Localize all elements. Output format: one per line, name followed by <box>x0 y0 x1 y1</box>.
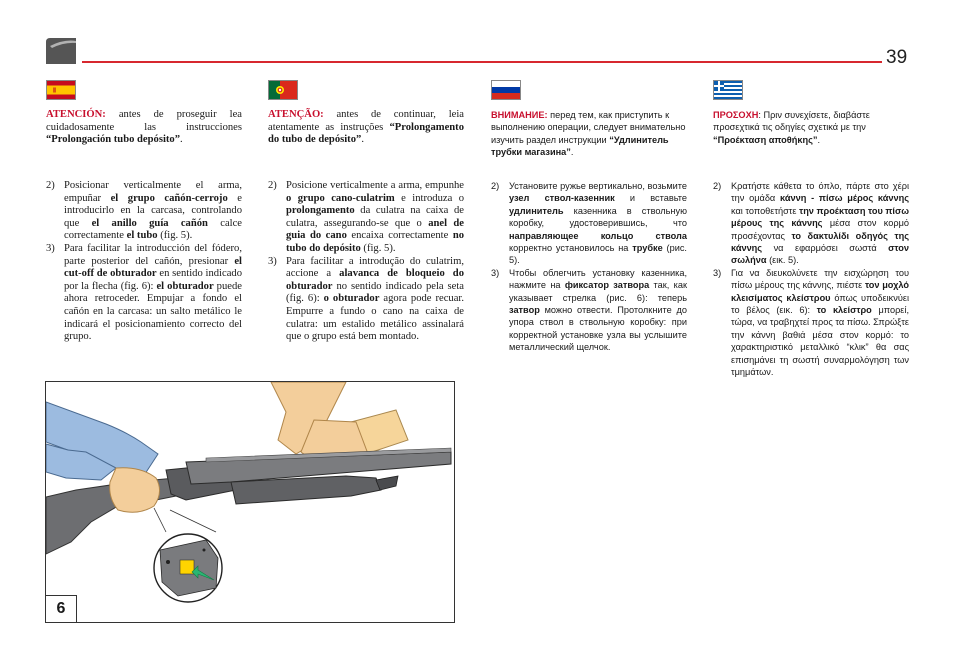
step-bold-term: prolongamento <box>286 205 355 217</box>
detail-pin <box>203 549 206 552</box>
step-text: e introduza o <box>394 192 464 204</box>
step-text: encaixa correctamente <box>346 230 453 242</box>
step-text: calce correctamente <box>64 217 242 242</box>
step-text: казенника в ствольную коробку, удостоверившись, что <box>509 205 687 229</box>
russia-flag-icon <box>491 80 521 100</box>
step-text: Κρατήστε κάθετα το όπλο, πάρτε στο χέρι την ομάδα <box>731 181 909 204</box>
page-number: 39 <box>886 47 908 68</box>
header-rule <box>82 61 882 63</box>
warning-text: “Prolongación tubo depósito” <box>46 134 181 146</box>
instruction-step <box>491 267 687 354</box>
step-bold-term: στον σωλήνα <box>731 243 909 266</box>
step-number: 3) <box>713 267 722 278</box>
step-text: Чтобы облегчить установку казенника, нажмите на <box>509 267 687 291</box>
step-text: Установите ружье вертикально, возьмите <box>509 181 687 191</box>
instruction-step <box>46 243 242 344</box>
instruction-step <box>713 267 909 379</box>
step-text: Para facilitar la introducción del fódero, parte posterior del cañón, presionar <box>64 242 242 267</box>
left-hand <box>110 468 160 513</box>
steps-el <box>713 180 909 379</box>
step-text: (εικ. 5). <box>766 255 799 266</box>
step-text: (fig. 5). <box>360 242 396 254</box>
step-bold-term: направляющее кольцо ствола <box>509 230 687 241</box>
step-number: 3) <box>46 242 55 254</box>
warning-ru <box>491 109 687 159</box>
step-bold-term: el obturador <box>156 280 214 292</box>
step-bold-term: el grupo cañón-cerrojo <box>110 192 228 204</box>
warning-text: ATENÇÃO: <box>268 109 324 120</box>
steps-ru <box>491 180 687 354</box>
step-bold-term: el anillo guía cañón <box>91 217 208 229</box>
warning-text: ВНИМАНИЕ: <box>491 110 548 120</box>
step-text: Posicionar verticalmente el arma, empuñar <box>64 180 242 204</box>
step-text: όπως υποδεικνύει το βέλος (εικ. 6): <box>731 292 909 316</box>
step-text: da culatra na caixa de culatra, assegurando-se que o <box>286 205 464 229</box>
callout-line <box>154 508 166 532</box>
warning-text: . <box>570 147 574 158</box>
step-bold-term: затвор <box>509 305 540 316</box>
step-text: puede ahora retroceder. Empujar a fondo el cañón en la carcasa: un salto metálico le indicará el posicionamiento correcto del grupo. <box>64 280 242 343</box>
warning-text: . <box>361 134 364 146</box>
figure-number: 6 <box>46 595 77 622</box>
warning-es <box>46 109 242 147</box>
step-text: en sentido indicado por la flecha (fig. 6): <box>64 268 242 292</box>
callout-line <box>170 510 216 532</box>
step-text: να εφαρμόσει σωστά <box>762 243 889 254</box>
warning-text: перед тем, как приступить к выполнению операции, следует внимательно изучить раздел инструкции <box>491 110 686 145</box>
step-bold-term: удлинитель <box>509 205 564 216</box>
step-number: 2) <box>46 180 55 191</box>
step-text: (рис. 5). <box>509 243 687 266</box>
step-text: Για να διευκολύνετε την εισχώρηση του πίσω μέρους της κάννης, πιέστε <box>731 267 909 291</box>
step-bold-term: το κλείστρο <box>816 305 872 316</box>
step-text: μπορεί, τώρα, να τραβηχτεί προς τα πίσω. Σπρώξτε την κάννη βαθιά μέσα στον κορμό: το χαρακτηριστικό μεταλλικό “κλικ” θα σας επισημάνει τη σωστή συναρμολόγηση των τμημάτων. <box>731 305 909 378</box>
step-bold-term: трубке <box>632 243 663 254</box>
magazine-cap <box>376 476 398 490</box>
step-number: 3) <box>268 255 277 267</box>
step-text: e introducirlo en la carcasa, controlando que <box>64 192 242 229</box>
step-text: так, как указывает стрелка (рис. 6): теперь <box>509 280 688 303</box>
greece-flag-icon <box>713 80 743 100</box>
step-text: και τοποθετήστε <box>731 205 800 216</box>
warning-text: “Удлинитель трубки магазина” <box>491 134 669 158</box>
instruction-step <box>268 180 464 256</box>
step-text: Posicione verticalmente a arma, empunhe <box>286 180 464 191</box>
spain-flag-icon <box>46 80 76 100</box>
warning-el <box>713 109 909 146</box>
step-text: и вставьте <box>614 193 687 204</box>
step-bold-term: el tubo <box>126 230 158 242</box>
step-bold-term: узел ствол-казенник <box>509 193 615 204</box>
step-bold-term: o obturador <box>323 293 380 305</box>
step-text: (fig. 5). <box>157 230 193 242</box>
instruction-step <box>268 256 464 344</box>
step-bold-term: no tubo do depósito <box>286 230 465 254</box>
warning-text: antes de proseguir lea cuidadosamente las instrucciones <box>46 109 242 133</box>
step-text: можно отвести. Протолкните до упора ствол в ствольную коробку: при корректной установке узла вы услышите металлический щелчок. <box>509 305 687 353</box>
step-number: 2) <box>713 181 722 191</box>
step-bold-term: το δακτυλίδι οδηγός της κάννης <box>731 230 909 254</box>
warning-text: ATENCIÓN: <box>46 109 106 120</box>
steps-es <box>46 180 242 344</box>
step-number: 3) <box>491 267 500 278</box>
warning-pt <box>268 109 464 147</box>
step-bold-term: o grupo cano-culatrim <box>286 192 395 204</box>
step-text: μέσα στον κορμό προσέχοντας <box>731 218 910 241</box>
warning-text: “Προέκταση αποθήκης” <box>713 134 818 145</box>
step-bold-term: el cut-off de obturador <box>64 255 242 280</box>
step-text: Para facilitar a introdução do culatrim, accione a <box>286 255 464 280</box>
instruction-step <box>713 180 909 267</box>
step-number: 2) <box>491 181 500 191</box>
step-bold-term: фиксатор затвора <box>564 280 650 291</box>
warning-text: “Prolongamento do tubo de depósito” <box>268 121 464 146</box>
step-text: agora pode recuar. Empurre a fundo o cano na caixa de culatra: um estalido metálico assinalará que o grupo está bem montado. <box>286 293 464 343</box>
step-bold-term: κάννη - πίσω μέρος κάννης <box>780 193 909 204</box>
step-text: корректно установилось на <box>509 243 633 254</box>
steps-pt <box>268 180 464 344</box>
step-bold-term: τον μοχλό κλεισίματος κλείστρου <box>731 280 909 303</box>
step-bold-term: anel de guia do cano <box>286 217 465 242</box>
warning-text: . <box>817 134 821 145</box>
instruction-step <box>491 180 687 267</box>
warning-text: antes de continuar, leia atentamente as instruções <box>268 109 464 133</box>
instruction-step <box>46 180 242 243</box>
warning-text: ΠΡΟΣΟΧΗ <box>713 110 759 120</box>
figure-6 <box>45 381 455 623</box>
step-bold-term: alavanca de bloqueio do obturador <box>286 268 464 292</box>
step-bold-term: την προέκταση του πίσω μέρους της κάννης <box>731 205 910 229</box>
warning-text: . <box>180 134 183 146</box>
shotgun-assembly-illustration <box>46 382 455 623</box>
portugal-flag-icon <box>268 80 298 100</box>
step-text: no sentido indicado pela seta (fig. 6): <box>286 280 464 305</box>
brand-logo-icon <box>46 38 76 64</box>
warning-text: : Πριν συνεχίσετε, διαβάστε προσεχτικά τις οδηγίες σχετικά με την <box>713 110 870 133</box>
detail-pin <box>166 560 170 564</box>
step-number: 2) <box>268 180 277 191</box>
